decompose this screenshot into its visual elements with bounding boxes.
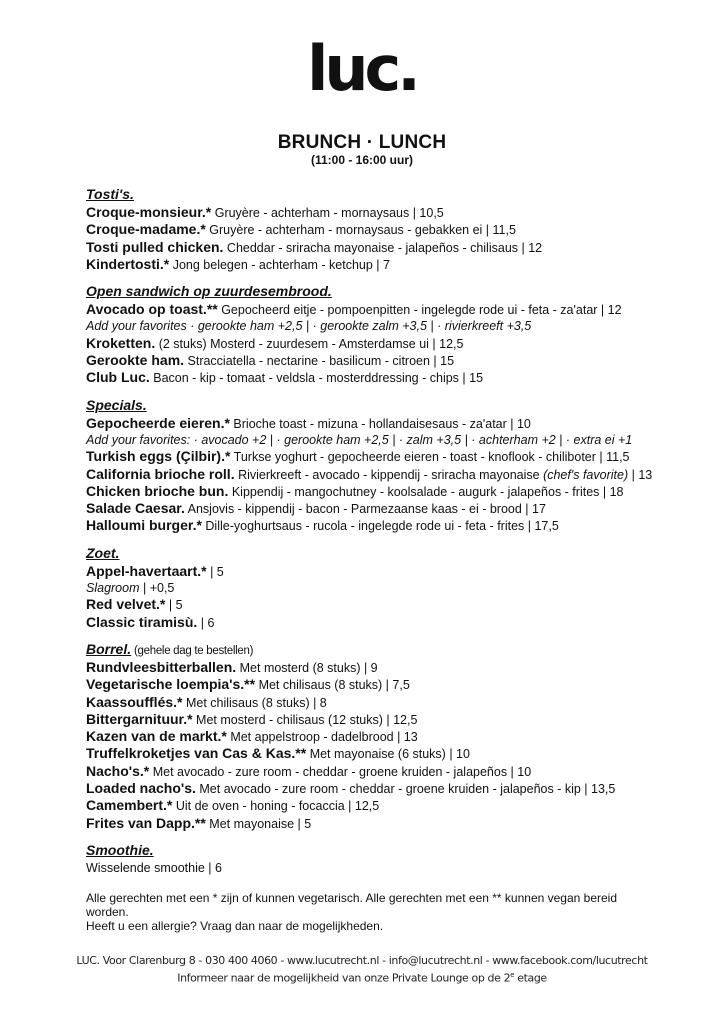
item-name: Chicken brioche bun. xyxy=(86,482,229,499)
item-name: Kindertosti.* xyxy=(86,255,170,272)
item-name: Gerookte ham. xyxy=(86,352,185,369)
item-name: Croque-madame.* xyxy=(86,221,206,238)
item-description-price: Met chilisaus (8 stuks) | 7,5 xyxy=(255,678,410,693)
footer xyxy=(0,954,724,986)
menu-section xyxy=(86,842,666,876)
section-note: (gehele dag te bestellen) xyxy=(131,644,254,657)
item-name: Classic tiramisù. xyxy=(86,613,198,630)
item-name: Bittergarnituur.* xyxy=(86,710,193,727)
item-description-price: Turkse yoghurt - gepocheerde eieren - toast - knoflook - chiliboter | 11,5 xyxy=(230,450,630,465)
item-name: Rundvleesbitterballen. xyxy=(86,658,237,675)
menu-item xyxy=(86,694,666,711)
item-description-price: Brioche toast - mizuna - hollandaisesaus - za'atar | 10 xyxy=(229,416,531,431)
item-name: Nacho's.* xyxy=(86,762,150,779)
menu-item xyxy=(86,239,666,256)
menu-item xyxy=(86,352,666,369)
item-name: Truffelkroketjes van Cas & Kas.** xyxy=(86,745,307,762)
restaurant-logo xyxy=(0,32,724,105)
menu-hours: (11:00 - 16:00 uur) xyxy=(310,153,414,167)
menu-item xyxy=(86,596,666,613)
menu-item xyxy=(86,763,666,780)
menu-section xyxy=(86,397,666,535)
item-name: Kaassoufflés.* xyxy=(86,693,183,710)
dietary-notes xyxy=(86,891,646,933)
menu-section xyxy=(86,641,666,832)
menu-item xyxy=(86,676,666,693)
item-name: Vegetarische loempia's.** xyxy=(86,676,256,693)
menu-section xyxy=(86,545,666,631)
menu-item xyxy=(86,815,666,832)
menu-item xyxy=(86,728,666,745)
section-heading-row xyxy=(86,641,666,659)
item-description-price: Met mosterd (8 stuks) | 9 xyxy=(236,660,378,675)
section-heading: Open sandwich op zuurdesembrood. xyxy=(86,283,332,300)
menu-item xyxy=(86,256,666,273)
item-description-price: Dille-yoghurtsaus - rucola - ingelegde rode ui - feta - frites | 17,5 xyxy=(201,519,559,534)
item-name: Avocado op toast.** xyxy=(86,301,218,318)
item-price: | 13 xyxy=(628,467,653,482)
menu-item xyxy=(86,335,666,352)
add-ons-line xyxy=(86,318,666,334)
section-heading-row xyxy=(86,186,666,204)
menu-item xyxy=(86,563,666,580)
item-remark: (chef's favorite) xyxy=(543,467,629,482)
item-name: Camembert.* xyxy=(86,797,173,814)
section-heading-row xyxy=(86,842,666,860)
menu-item xyxy=(86,659,666,676)
item-description-price: Met mayonaise | 5 xyxy=(205,816,312,831)
menu-item xyxy=(86,204,666,221)
section-heading-row xyxy=(86,283,666,301)
item-description-price: Uit de oven - honing - focaccia | 12,5 xyxy=(172,799,380,814)
item-name: Turkish eggs (Çilbir).* xyxy=(86,448,231,465)
add-ons-line xyxy=(86,580,666,596)
item-description-price: Gepocheerd eitje - pompoenpitten - ingelegde rode ui - feta - za'atar | 12 xyxy=(217,303,622,318)
item-description-price: Met avocado - zure room - cheddar - groene kruiden - jalapeños | 10 xyxy=(149,764,532,779)
menu-item xyxy=(86,448,666,465)
item-description-price: Ansjovis - kippendij - bacon - Parmezaanse kaas - ei - brood | 17 xyxy=(184,502,546,517)
section-heading: Specials. xyxy=(86,396,147,413)
footer-contact: LUC. Voor Clarenburg 8 - 030 400 4060 - www.lucutrecht.nl - info@lucutrecht.nl - www.facebook.com/lucutrecht xyxy=(76,954,648,967)
item-description-price: Met appelstroop - dadelbrood | 13 xyxy=(226,730,418,745)
item-name: Loaded nacho's. xyxy=(86,780,196,797)
item-description-price: Stracciatella - nectarine - basilicum - citroen | 15 xyxy=(184,354,455,369)
section-heading: Tosti's. xyxy=(86,186,134,202)
item-name: Club Luc. xyxy=(86,369,150,386)
item-description-price: Met chilisaus (8 stuks) | 8 xyxy=(182,695,327,710)
menu-item xyxy=(86,711,666,728)
item-name: Salade Caesar. xyxy=(86,500,185,517)
menu-item xyxy=(86,483,666,500)
item-description-price: Cheddar - sriracha mayonaise - jalapeños - chilisaus | 12 xyxy=(223,240,543,255)
item-name: California brioche roll. xyxy=(86,465,235,482)
item-name: Kroketten. xyxy=(86,334,156,351)
menu-item xyxy=(86,797,666,814)
item-description-price: Rivierkreeft - avocado - kippendij - sriracha mayonaise xyxy=(234,467,544,482)
add-ons-line xyxy=(86,432,666,448)
menu-body xyxy=(86,186,666,886)
menu-title: BRUNCH · LUNCH xyxy=(277,132,447,153)
menu-item xyxy=(86,517,666,534)
menu-item xyxy=(86,745,666,762)
item-name: Halloumi burger.* xyxy=(86,517,202,534)
item-description-price: (2 stuks) Mosterd - zuurdesem - Amsterdamse ui | 12,5 xyxy=(155,336,464,351)
item-description-price: Met avocado - zure room - cheddar - groene kruiden - jalapeños - kip | 13,5 xyxy=(195,782,616,797)
item-description-price: Gruyère - achterham - mornaysaus | 10,5 xyxy=(211,206,444,220)
item-name: Kazen van de markt.* xyxy=(86,728,227,745)
add-ons-text: Add your favorites: · avocado +2 | · gerookte ham +2,5 | · zalm +3,5 | · achterham +2 | · extra ei +1 xyxy=(86,432,633,447)
menu-item xyxy=(86,415,666,432)
item-name: Tosti pulled chicken. xyxy=(86,238,224,255)
item-description-price: Bacon - kip - tomaat - veldsla - mosterddressing - chips | 15 xyxy=(149,371,484,386)
item-description-price: | 6 xyxy=(197,615,215,630)
add-on-price: | +0,5 xyxy=(139,581,175,596)
vegetarian-vegan-note: Alle gerechten met een * zijn of kunnen vegetarisch. Alle gerechten met een ** kunnen vegan bereid worden. xyxy=(86,891,618,919)
menu-item xyxy=(86,500,666,517)
item-description-price: Met mosterd - chilisaus (12 stuks) | 12,5 xyxy=(192,712,418,727)
menu-section xyxy=(86,283,666,386)
menu-item: Wisselende smoothie | 6 xyxy=(86,860,222,875)
menu-item xyxy=(86,221,666,238)
section-heading: Borrel. xyxy=(86,640,132,657)
section-heading-row xyxy=(86,397,666,415)
item-description-price: Gruyère - achterham - mornaysaus - gebakken ei | 11,5 xyxy=(205,223,516,238)
item-description-price: Kippendij - mangochutney - koolsalade - augurk - jalapeños - frites | 18 xyxy=(228,484,624,499)
menu-item xyxy=(86,780,666,797)
item-name: Red velvet.* xyxy=(86,596,166,613)
item-description-price: Met mayonaise (6 stuks) | 10 xyxy=(306,747,470,762)
allergy-note: Heeft u een allergie? Vraag dan naar de mogelijkheden. xyxy=(86,919,384,933)
item-description-price: | 5 xyxy=(165,598,183,613)
item-name: Gepocheerde eieren.* xyxy=(86,414,230,431)
footer-private-lounge: Informeer naar de mogelijkheid van onze Private Lounge op de 2e etage xyxy=(177,971,547,985)
item-name: Appel-havertaart.* xyxy=(86,562,207,579)
section-heading-row xyxy=(86,545,666,563)
menu-item xyxy=(86,466,666,483)
item-name: Croque-monsieur.* xyxy=(86,204,212,220)
menu-section xyxy=(86,186,666,273)
section-heading: Smoothie. xyxy=(86,841,154,858)
add-ons-text: Slagroom xyxy=(86,581,140,596)
section-heading: Zoet. xyxy=(86,544,120,561)
menu-item xyxy=(86,301,666,318)
menu-item xyxy=(86,369,666,386)
item-description-price: Jong belegen - achterham - ketchup | 7 xyxy=(169,257,390,272)
menu-item xyxy=(86,614,666,631)
item-name: Frites van Dapp.** xyxy=(86,814,206,831)
logo-text: luc. xyxy=(307,32,417,105)
add-ons-text: Add your favorites · gerookte ham +2,5 | · gerookte zalm +3,5 | · rivierkreeft +3,5 xyxy=(86,319,532,334)
item-description-price: | 5 xyxy=(206,564,224,579)
